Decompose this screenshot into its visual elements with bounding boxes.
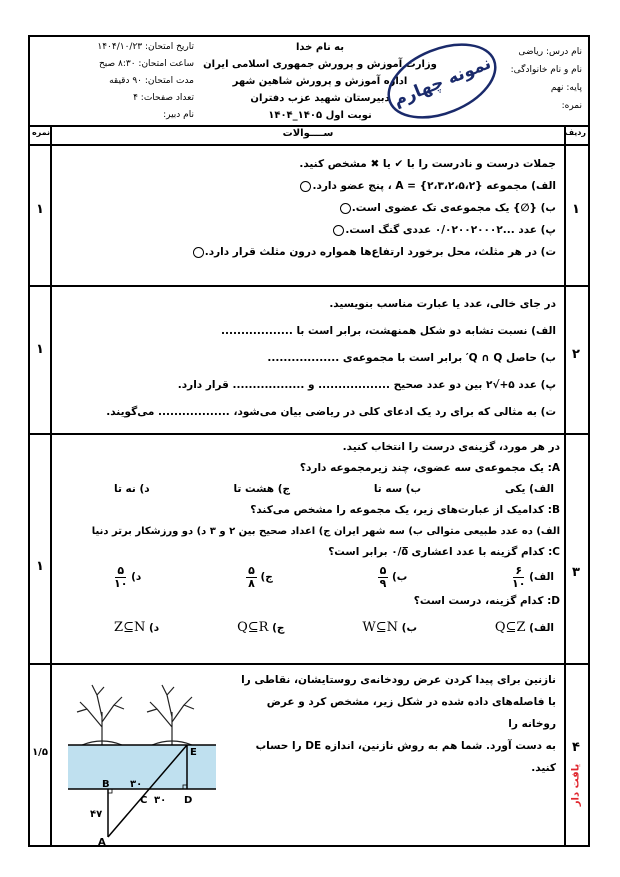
subject: نام درس: ریاضی — [518, 47, 582, 57]
tree-icon — [77, 685, 124, 745]
header-left-info — [44, 39, 194, 124]
label-ab: ۴۷ — [90, 809, 103, 820]
label-e: E — [190, 747, 197, 758]
score-1: ۱ — [36, 202, 44, 217]
ministry: وزارت آموزش و پرورش جمهوری اسلامی ایران — [203, 59, 437, 70]
river-figure — [52, 667, 227, 847]
exam-date: تاریخ امتحان: ۱۴۰۴/۱۰/۲۳ — [97, 42, 194, 52]
exam-duration: مدت امتحان: ۹۰ دقیقه — [109, 76, 194, 86]
question-1 — [60, 153, 556, 263]
q4-line-2: با فاصله‌های داده شده در شکل زیر، مشخص کرد و عرض روخانه را — [266, 696, 556, 730]
student-name: نام و نام خانوادگی: — [510, 65, 582, 75]
q3-d-option[interactable]: الف) Q⊆Z — [494, 620, 554, 635]
q3-c-option[interactable]: الف) $\frac{۶}{۱۰}$ — [512, 563, 554, 590]
row-number-4: ۴ — [572, 740, 580, 755]
score-4: ۱/۵ — [32, 747, 48, 758]
label-b: B — [102, 779, 110, 790]
label-c: C — [140, 795, 148, 806]
row-number-2: ۲ — [572, 347, 580, 362]
grade-level: پایه: نهم — [550, 83, 582, 93]
row-divider-1 — [30, 285, 588, 287]
q1-item-b: ب) {∅} یک مجموعه‌ی تک عضوی است. — [60, 197, 556, 219]
q3-a-option[interactable]: ب) سه تا — [373, 483, 422, 495]
q2-item-a: الف) نسبت تشابه دو شکل همنهشت، برابر است با .................. — [221, 325, 556, 337]
q3-d-option[interactable]: د) Z⊆N — [114, 620, 160, 635]
row-col-header: ردیف — [564, 128, 586, 137]
q3-a-option[interactable]: الف) یکی — [504, 483, 554, 495]
row-divider-2 — [30, 433, 588, 435]
q3-a-option[interactable]: د) نه تا — [114, 483, 150, 495]
stamp-text: نمونه چهارم — [390, 53, 494, 111]
q3-c-question: C: کدام گزینه با عدد اعشاری ۰/۵̅ برابر است؟ — [328, 546, 560, 558]
header-divider — [30, 125, 588, 127]
department: اداره آموزش و پرورش شاهین شهر — [232, 76, 408, 87]
term: نوبت اول ۱۴۰۵_۱۴۰۴ — [268, 110, 372, 121]
score-3: ۱ — [36, 559, 44, 574]
q3-b-question: B: کدامیک از عبارت‌های زیر، یک مجموعه را مشخص می‌کند؟ — [250, 504, 560, 516]
questions-col-header: ســــوالات — [282, 128, 334, 139]
note-label-wrap — [567, 755, 585, 815]
q3-c-option[interactable]: ج) $\frac{۵}{۸}$ — [248, 563, 273, 590]
q3-a-options — [54, 479, 560, 500]
basmala: به نام خدا — [295, 42, 345, 53]
q2-title: در جای خالی، عدد یا عبارت مناسب بنویسید. — [329, 298, 556, 310]
score-2: ۱ — [36, 342, 44, 357]
header-right-info — [472, 43, 582, 115]
q3-d-options — [54, 612, 560, 640]
q2-item-b: ب) حاصل Q ∩ Q′ برابر است با مجموعه‌ی .................. — [267, 352, 556, 364]
q3-d-question: D: کدام گزینه، درست است؟ — [413, 595, 560, 607]
q3-d-option[interactable]: ج) Q⊆R — [237, 620, 285, 635]
row-number-3: ۳ — [572, 565, 580, 580]
answer-circle[interactable] — [340, 203, 351, 214]
q4-line-1: نازنین برای پیدا کردن عرض رودخانه‌ی روستایشان، نقاطی را — [241, 674, 556, 686]
q1-item-c: پ) عدد ...۰/۰۲۰۰۲۰۰۰۲ عددی گنگ است. — [60, 219, 556, 241]
tree-icon — [147, 685, 194, 745]
question-4 — [230, 669, 556, 779]
q3-c-options — [54, 563, 560, 591]
page-count: تعداد صفحات: ۴ — [133, 93, 194, 103]
q1-title: جملات درست و نادرست را با ✔ یا ✖ مشخص کنید. — [299, 158, 556, 170]
answer-circle[interactable] — [300, 181, 311, 192]
question-3 — [54, 437, 560, 640]
q3-c-option[interactable]: ب) $\frac{۵}{۹}$ — [379, 563, 408, 590]
row-divider-3 — [30, 663, 588, 665]
exam-time: ساعت امتحان: ۸:۳۰ صبح — [98, 59, 194, 69]
row-column-line — [564, 125, 566, 845]
teacher-name: نام دبیر: — [163, 110, 194, 120]
q2-item-d: ت) به مثالی که برای رد یک ادعای کلی در ریاضی بیان می‌شود، .................. می‌گویند. — [106, 406, 556, 418]
q3-b-options: الف) ده عدد طبیعی متوالی ب) سه شهر ایران ج) اعداد صحیح بین ۲ و ۳ د) دو ورزشکار برتر دنیا — [91, 526, 560, 537]
page-note: یافت دار — [570, 763, 582, 807]
q3-a-option[interactable]: ج) هشت تا — [233, 483, 291, 495]
q3-d-option[interactable]: ب) W⊆N — [362, 620, 417, 635]
answer-circle[interactable] — [333, 225, 344, 236]
answer-circle[interactable] — [193, 247, 204, 258]
q2-item-c: پ) عدد ۵+√۲ بین دو عدد صحیح .................. و .................. قرار دارد. — [177, 379, 556, 391]
q4-line-3: به دست آورد. شما هم به روش نازنین، اندازه DE را حساب کنید. — [255, 740, 556, 774]
label-d: D — [184, 795, 193, 806]
q3-title: در هر مورد، گزینه‌ی درست را انتخاب کنید. — [342, 441, 560, 453]
row-number-1: ۱ — [572, 202, 580, 217]
label-bc: ۳۰ — [130, 779, 143, 790]
label-a: A — [98, 837, 106, 847]
exam-page — [28, 35, 590, 847]
question-2 — [60, 291, 556, 426]
label-cd: ۳۰ — [154, 795, 167, 806]
q1-item-d: ت) در هر مثلث، محل برخورد ارتفاع‌ها همواره درون مثلث قرار دارد. — [60, 241, 556, 263]
school: دبیرستان شهید عزب دفتران — [250, 93, 390, 104]
q3-c-option[interactable]: د) $\frac{۵}{۱۰}$ — [114, 563, 142, 590]
total-score: نمره: — [561, 101, 582, 111]
q3-a-question: A: یک مجموعه‌ی سه عضوی، چند زیرمجموعه دارد؟ — [299, 462, 560, 474]
q1-item-a: الف) مجموعه {۲،۳،۲،۵،۲} = A ، پنج عضو دارد. — [60, 175, 556, 197]
table-header-divider — [30, 144, 588, 146]
score-col-header: نمره — [31, 128, 51, 137]
